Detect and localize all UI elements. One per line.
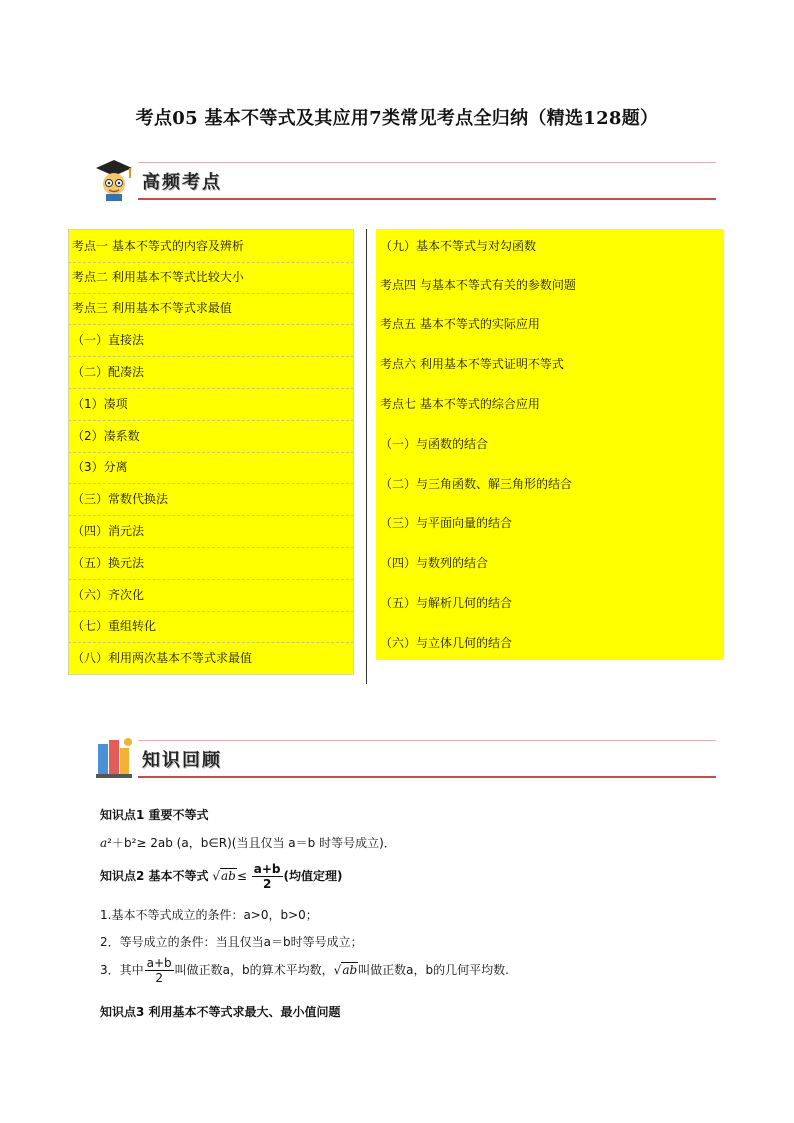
knowledge-2-line-3: 3．其中 $\frac{a+b}{2}$ 叫做正数a，b的算术平均数，√ab叫做正数a，b的几何平均数. [100,956,509,985]
section-header-review [92,734,716,780]
knowledge-3-title [100,1003,341,1020]
k2-le: ≤ [236,869,247,883]
toc-item[interactable]: （四）消元法 [68,516,354,548]
toc-item[interactable]: （五）与解析几何的结合 [380,596,513,610]
header-rule-bottom [138,776,716,778]
header-rule-bottom [138,198,716,200]
toc-right-column [376,229,724,660]
k3-title-text: 知识点3 利用基本不等式求最大、最小值问题 [100,1005,341,1019]
knowledge-2-line-1: 1.基本不等式成立的条件：a>0，b>0； [100,908,318,922]
k2-l3-num: a+b [146,956,172,970]
toc-item[interactable]: （二）配凑法 [68,357,354,389]
toc-item[interactable]: （二）与三角函数、解三角形的结合 [380,477,573,491]
toc-item[interactable]: 考点四 与基本不等式有关的参数问题 [380,278,576,292]
toc-item[interactable]: （七）重组转化 [68,611,354,643]
k2-l3-sqrt: ab [342,963,358,977]
toc-item[interactable]: 考点三 利用基本不等式求最值 [68,293,354,325]
toc-item[interactable]: （八）利用两次基本不等式求最值 [72,651,253,665]
toc-left-column [68,229,354,675]
toc-item[interactable]: （一）与函数的结合 [380,437,489,451]
toc-divider [366,229,367,684]
books-icon [92,734,136,780]
toc-item[interactable]: 考点二 利用基本不等式比较大小 [68,262,354,294]
toc-item[interactable]: （2）凑系数 [68,421,354,453]
header-rule-top [138,740,716,741]
toc-item[interactable]: （三）与平面向量的结合 [380,516,513,530]
k2-frac-num: a+b [253,862,281,876]
knowledge-1-title [100,806,209,823]
k2-l3-post: 叫做正数a，b的几何平均数. [358,963,509,977]
toc-item[interactable]: （1）凑项 [68,389,354,421]
k2-l3-mid: 叫做正数a，b的算术平均数， [174,963,334,977]
toc-item[interactable]: （三）常数代换法 [68,484,354,516]
header-rule-top [138,162,716,163]
section-label: 知识回顾 [142,750,222,771]
k1-var-a: a [100,836,108,850]
knowledge-2-line-2: 2．等号成立的条件：当且仅当a＝b时等号成立； [100,935,363,949]
knowledge-2-title: 知识点2 基本不等式 √ab≤ $\frac{a+b}{2}$ (均值定理) [100,862,343,891]
toc-item[interactable]: 考点一 基本不等式的内容及辨析 [68,231,354,263]
k2-title-text: 知识点2 基本不等式 [100,869,209,883]
graduate-mascot-icon [92,156,136,202]
k2-l3-pre: 3．其中 [100,963,144,977]
section-label: 高频考点 [142,172,222,193]
toc-item[interactable]: （四）与数列的结合 [380,556,489,570]
k2-tail: (均值定理) [283,869,343,883]
k2-l3-den: 2 [155,971,163,985]
k1-formula-text: ²＋b²≥ 2ab (a，b∈R)(当且仅当 a＝b 时等号成立)． [107,836,396,850]
toc-item[interactable]: （九）基本不等式与对勾函数 [380,239,537,253]
toc-item[interactable]: （3）分离 [68,452,354,484]
toc-item[interactable]: （五）换元法 [68,548,354,580]
toc-item[interactable]: （六）与立体几何的结合 [380,636,513,650]
k2-sqrt: ab [221,869,236,883]
toc-item[interactable]: 考点六 利用基本不等式证明不等式 [380,357,564,371]
knowledge-1-formula [100,834,396,851]
k1-title-text: 知识点1 重要不等式 [100,808,209,822]
k2-frac-den: 2 [262,877,272,891]
page-title: 考点05 基本不等式及其应用7类常见考点全归纳（精选128题） [135,108,659,129]
toc-item[interactable]: 考点五 基本不等式的实际应用 [380,317,540,331]
k2-l3-fraction [145,956,174,985]
k2-fraction [252,862,283,891]
section-header-high-frequency [92,156,716,202]
toc-item[interactable]: （一）直接法 [68,325,354,357]
toc-item[interactable]: 考点七 基本不等式的综合应用 [380,397,540,411]
toc-item[interactable]: （六）齐次化 [68,580,354,612]
